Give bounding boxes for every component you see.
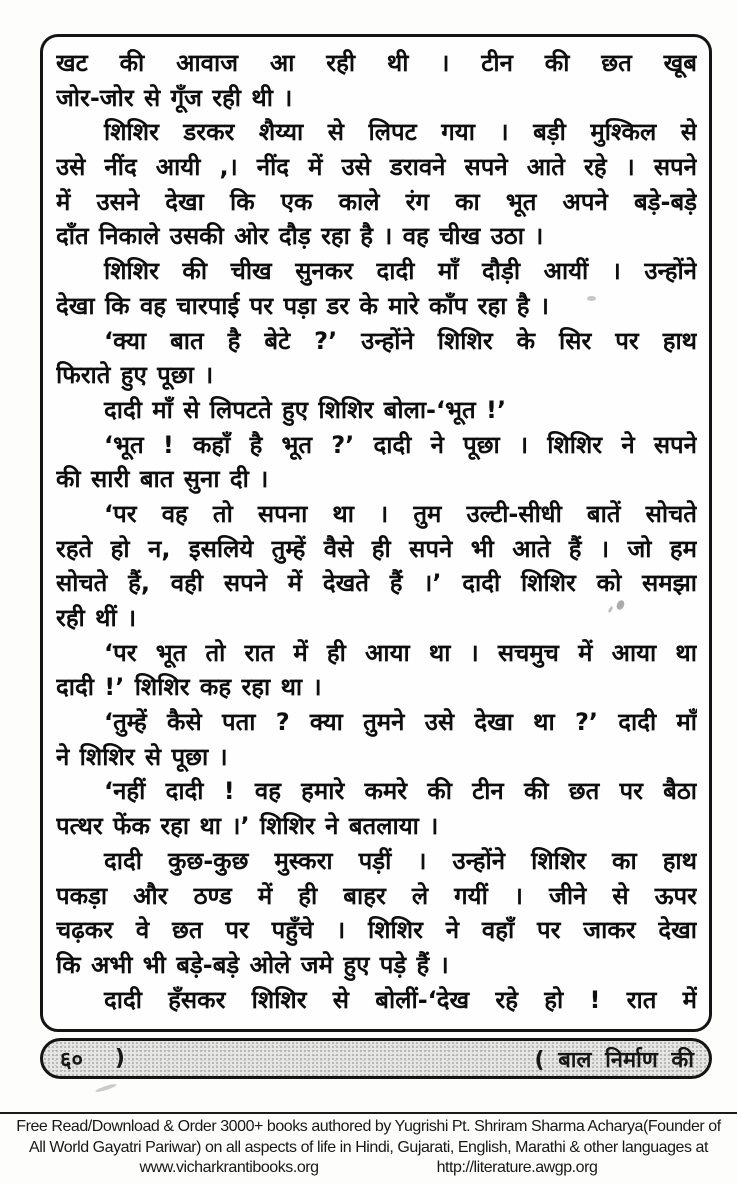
text-line: ने शिशिर से पूछा । [56, 742, 228, 771]
text-line: फिराते हुए पूछा । [56, 361, 214, 390]
page-number: ६० [60, 1047, 83, 1073]
text-line: ‘पर वह तो सपना था । तुम उल्टी-सीधी बातें सोचते [104, 499, 697, 528]
text-line: रही थीं । [56, 604, 137, 632]
footer-book-title: ( बाल निर्माण की [534, 1047, 694, 1073]
publisher-urls [0, 1158, 737, 1179]
text-line: ‘भूत ! कहाँ है भूत ?’ दादी ने पूछा । शिशिर ने सपने [104, 430, 697, 459]
text-line: खट की आवाज आ रही थी । टीन की छत खूब [56, 49, 697, 77]
text-line: देखा कि वह चारपाई पर पड़ा डर के मारे काँप रहा है । [56, 291, 550, 320]
footer-bar [40, 1038, 712, 1079]
text-line: दाँत निकाले उसकी ओर दौड़ रहा है । वह चीख उठा । [56, 222, 544, 251]
text-line: चढ़कर वे छत पर पहुँचे । शिशिर ने वहाँ पर जाकर देखा [56, 916, 697, 945]
publisher-url-books: www.vicharkrantibooks.org [139, 1159, 319, 1176]
text-line: ‘तुम्हें कैसे पता ? क्या तुमने उसे देखा था ?’ दादी माँ [104, 708, 697, 737]
text-line: ‘क्या बात है बेटे ?’ उन्होंने शिशिर के सिर पर हाथ [104, 326, 697, 355]
scan-speckle [95, 1083, 117, 1094]
text-line: जोर-जोर से गूँज रही थी । [56, 83, 293, 112]
scan-speckle [587, 296, 596, 301]
footer-divider-line [0, 1112, 737, 1114]
publisher-note-line-2: All World Gayatri Pariwar) on all aspects of life in Hindi, Gujarati, English, Marathi & other languages at [29, 1138, 708, 1156]
text-line: दादी !’ शिशिर कह रहा था । [56, 673, 322, 702]
text-line: पत्थर फेंक रहा था ।’ शिशिर ने बतलाया । [56, 812, 439, 841]
text-line: में उसने देखा कि एक काले रंग का भूत अपने बड़े-बड़े [56, 187, 697, 216]
text-line: की सारी बात सुना दी । [56, 465, 269, 494]
text-line: पकड़ा और ठण्ड में ही बाहर ले गयीं । जीने से ऊपर [56, 881, 697, 910]
text-line: रहते हो न, इसलिये तुम्हें वैसे ही सपने भी आते हैं । जो हम [56, 534, 697, 563]
text-line: दादी माँ से लिपटते हुए शिशिर बोला-‘भूत !’ [104, 395, 507, 424]
footer-closing-bracket: ) [114, 1046, 125, 1071]
publisher-note [0, 1117, 737, 1179]
text-line: कि अभी भी बड़े-बड़े ओले जमे हुए पड़े हैं । [56, 950, 449, 979]
text-line: दादी हँसकर शिशिर से बोलीं-‘देख रहे हो ! रात में [104, 985, 697, 1014]
text-line: दादी कुछ-कुछ मुस्करा पड़ीं । उन्होंने शिशिर का हाथ [104, 846, 697, 875]
text-panel [40, 34, 712, 1032]
publisher-note-line-1: Free Read/Download & Order 3000+ books authored by Yugrishi Pt. Shriram Sharma Acharya(Founder of [16, 1118, 721, 1135]
text-line: ‘नहीं दादी ! वह हमारे कमरे की टीन की छत पर बैठा [104, 777, 697, 806]
text-line: शिशिर की चीख सुनकर दादी माँ दौड़ी आयीं । उन्होंने [104, 257, 697, 286]
publisher-url-literature: http://literature.awgp.org [436, 1159, 598, 1176]
text-line: उसे नींद आयी ,। नींद में उसे डरावने सपने आते रहे । सपने [56, 153, 697, 182]
text-line: ‘पर भूत तो रात में ही आया था । सचमुच में आया था [104, 638, 697, 667]
text-line: सोचते हैं, वही सपने में देखते हैं ।’ दादी शिशिर को समझा [56, 569, 697, 598]
text-line: शिशिर डरकर शैय्या से लिपट गया । बड़ी मुश्किल से [104, 118, 697, 147]
